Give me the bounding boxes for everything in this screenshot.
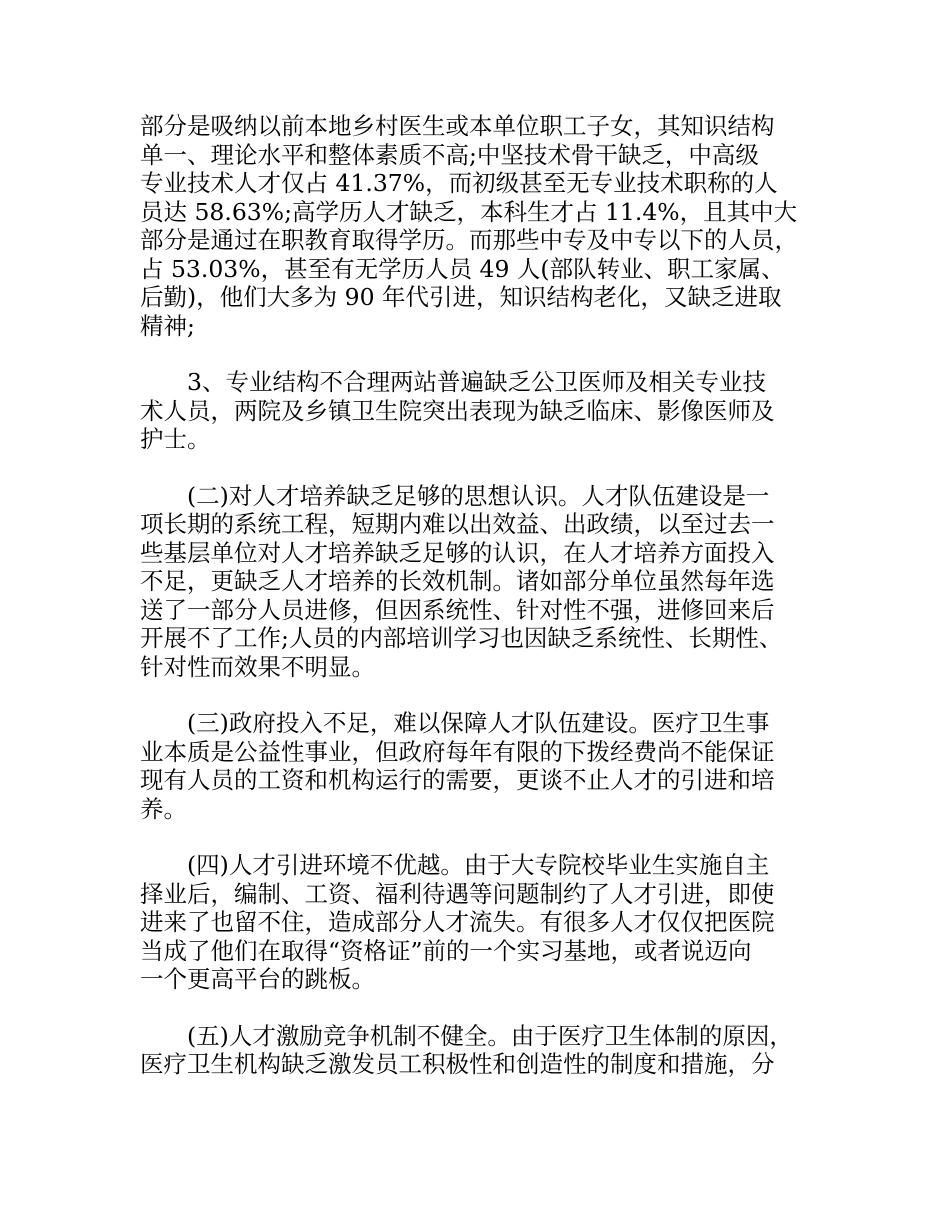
paragraph: [140, 482, 830, 682]
paragraph-gap: [140, 454, 830, 482]
text-line: (二)对人才培养缺乏足够的思想认识。人才队伍建设是一: [187, 481, 770, 510]
text-line: 当成了他们在取得“资格证”前的一个实习基地，或者说迈向: [140, 936, 752, 965]
paragraph: [140, 709, 830, 823]
text-line: 送了一部分人员进修，但因系统性、针对性不强，进修回来后: [140, 595, 775, 624]
text-line: 护士。: [140, 425, 211, 453]
text-line: 些基层单位对人才培养缺乏足够的认识，在人才培养方面投入: [140, 538, 775, 567]
text-line: 3、专业结构不合理两站普遍缺乏公卫医师及相关专业技: [187, 368, 766, 396]
text-line: (五)人才激励竞争机制不健全。由于医疗卫生体制的原因，: [187, 1021, 793, 1050]
text-line: 占 53.03%，甚至有无学历人员 49 人(部队转业、职工家属、: [140, 254, 785, 283]
text-line: 开展不了工作;人员的内部培训学习也因缺乏系统性、长期性、: [140, 624, 783, 652]
text-line: 部分是通过在职教育取得学历。而那些中专及中专以下的人员，: [140, 226, 798, 254]
text-line: (四)人才引进环境不优越。由于大专院校毕业生实施自主: [187, 851, 770, 879]
paragraph-gap: [140, 681, 830, 709]
text-line: 项长期的系统工程，短期内难以出效益、出政绩，以至过去一: [140, 510, 775, 538]
text-line: 业本质是公益性事业，但政府每年有限的下拨经费尚不能保证: [140, 737, 775, 766]
text-line: 进来了也留不住，造成部分人才流失。有很多人才仅仅把医院: [140, 908, 775, 936]
document-body: [140, 112, 830, 1079]
paragraph-gap: [140, 823, 830, 851]
text-line: 术人员，两院及乡镇卫生院突出表现为缺乏临床、影像医师及: [140, 396, 775, 425]
paragraph: [140, 112, 830, 340]
text-line: 精神;: [140, 311, 195, 340]
text-line: 部分是吸纳以前本地乡村医生或本单位职工子女，其知识结构: [140, 112, 775, 140]
text-line: 单一、理论水平和整体素质不高;中坚技术骨干缺乏，中高级: [140, 140, 759, 169]
paragraph: [140, 1022, 830, 1079]
paragraph-gap: [140, 994, 830, 1022]
text-line: 不足，更缺乏人才培养的长效机制。诸如部分单位虽然每年选: [140, 567, 775, 595]
text-line: (三)政府投入不足，难以保障人才队伍建设。医疗卫生事: [187, 709, 770, 737]
paragraph: [140, 851, 830, 994]
text-line: 专业技术人才仅占 41.37%，而初级甚至无专业技术职称的人: [140, 169, 778, 197]
paragraph: [140, 368, 830, 454]
paragraph-gap: [140, 340, 830, 368]
text-line: 针对性而效果不明显。: [140, 652, 375, 681]
text-line: 医疗卫生机构缺乏激发员工积极性和创造性的制度和措施，分: [140, 1050, 775, 1078]
text-line: 一个更高平台的跳板。: [140, 965, 375, 993]
text-line: 员达 58.63%;高学历人才缺乏，本科生才占 11.4%，且其中大: [140, 197, 798, 226]
text-line: 现有人员的工资和机构运行的需要，更谈不止人才的引进和培: [140, 766, 775, 794]
text-line: 择业后，编制、工资、福利待遇等问题制约了人才引进，即使: [140, 879, 775, 908]
text-line: 养。: [140, 794, 187, 823]
text-line: 后勤)，他们大多为 90 年代引进，知识结构老化，又缺乏进取: [140, 283, 782, 311]
